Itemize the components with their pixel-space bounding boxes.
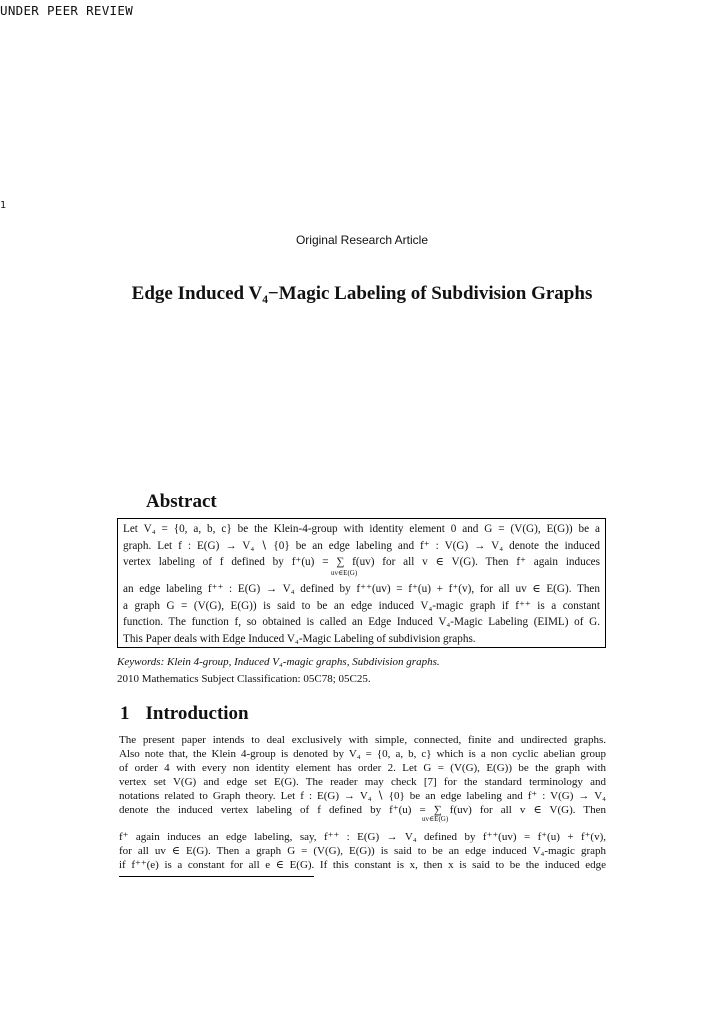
body-line: f⁺ again induces an edge labeling, say, f⁺⁺ : E(G) → V₄ defined by f⁺⁺(uv) = f⁺(u) + f⁺(v), <box>119 831 606 843</box>
abstract-line: vertex labeling of f defined by f⁺(u) = ∑ f(uv) for all v ∈ V(G). Then f⁺ again induces <box>123 556 600 568</box>
section-title: Introduction <box>145 703 249 724</box>
body-line: notations related to Graph theory. Let f : E(G) → V₄ ∖ {0} be an edge labeling and f⁺ : V(G) → V₄ <box>119 790 606 802</box>
body-line-with-sum <box>119 803 606 830</box>
abstract-line: graph. Let f : E(G) → V₄ ∖ {0} be an edge labeling and f⁺ : V(G) → V₄ denote the induced <box>123 539 600 552</box>
section-number: 1 <box>120 703 130 724</box>
sum-subscript: uv∈E(G) <box>422 815 449 823</box>
abstract-line: an edge labeling f⁺⁺ : E(G) → V₄ defined by f⁺⁺(uv) = f⁺(u) + f⁺(v), for all uv ∈ E(G). Then <box>123 583 600 595</box>
msc-classification: 2010 Mathematics Subject Classification: 05C78; 05C25. <box>117 673 371 685</box>
abstract-line: a graph G = (V(G), E(G)) is said to be an edge induced V₄-magic graph if f⁺⁺ is a constant <box>123 599 600 612</box>
body-line: denote the induced vertex labeling of f defined by f⁺(u) = ∑ f(uv) for all v ∈ V(G). Then <box>119 804 606 816</box>
abstract-heading: Abstract <box>146 491 217 512</box>
abstract-box <box>117 518 606 648</box>
abstract-line: function. The function f, so obtained is called an Edge Induced V₄-Magic Labeling (EIML) of G. <box>123 616 600 628</box>
paper-title: Edge Induced V₄−Magic Labeling of Subdivision Graphs <box>131 283 593 304</box>
sum-subscript: uv∈E(G) <box>331 569 358 577</box>
body-line: of order 4 with every non identity element has order 2. Let G = (V(G), E(G)) be the graph with <box>119 762 606 774</box>
footnote-rule <box>119 876 314 877</box>
introduction-body <box>119 733 606 872</box>
line-number-mark: 1 <box>0 200 7 211</box>
abstract-line: This Paper deals with Edge Induced V₄-Magic Labeling of subdivision graphs. <box>123 632 476 645</box>
body-line: The present paper intends to deal exclusively with simple, connected, finite and undirected graphs. <box>119 734 606 746</box>
abstract-line-with-sum <box>123 554 600 581</box>
body-line: for all uv ∈ E(G). Then a graph G = (V(G), E(G)) is said to be an edge induced V₄-magic graph <box>119 845 606 857</box>
body-line: vertex set V(G) and edge set E(G). The reader may check [7] for the standard terminology and <box>119 776 606 788</box>
peer-review-stamp: UNDER PEER REVIEW <box>0 3 134 18</box>
body-line: if f⁺⁺(e) is a constant for all e ∈ E(G). If this constant is x, then x is said to be the induced edge <box>119 859 606 871</box>
article-type-label: Original Research Article <box>295 233 429 247</box>
body-line: Also note that, the Klein 4-group is denoted by V₄ = {0, a, b, c} which is a non cyclic abelian group <box>119 748 606 760</box>
keywords: Keywords: Klein 4-group, Induced V₄-magic graphs, Subdivision graphs. <box>117 656 440 668</box>
section-heading-introduction <box>120 703 249 725</box>
abstract-line: Let V₄ = {0, a, b, c} be the Klein-4-group with identity element 0 and G = (V(G), E(G)) be a <box>123 523 600 535</box>
